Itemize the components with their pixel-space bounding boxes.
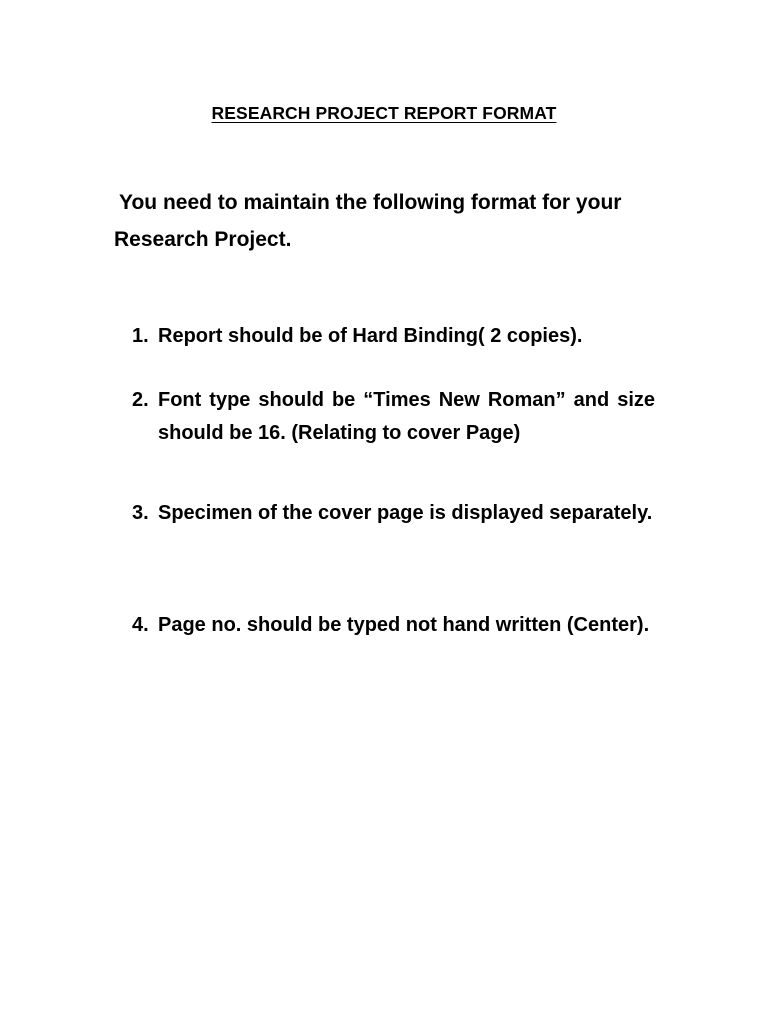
list-item-text: Specimen of the cover page is displayed separately. (158, 502, 653, 524)
list-item-text: Report should be of Hard Binding( 2 copies). (158, 325, 583, 347)
list-item-text: Font type should be “Times New Roman” and size should be 16. (Relating to cover Page) (158, 389, 655, 444)
list-item (132, 609, 655, 642)
list-item-text: Page no. should be typed not hand written (Center). (158, 614, 650, 636)
list-item-number: 4. (132, 614, 149, 636)
list-item-number: 1. (132, 325, 149, 347)
list-item (132, 320, 655, 353)
list-item-number: 3. (132, 502, 149, 524)
intro-line-1: You need to maintain the following format for your (119, 191, 622, 214)
intro-paragraph (114, 184, 674, 258)
list-item-number: 2. (132, 389, 149, 411)
list-item (132, 384, 655, 450)
list-item (132, 497, 655, 530)
document-title: RESEARCH PROJECT REPORT FORMAT (211, 103, 557, 123)
intro-line-2: Research Project. (114, 228, 292, 251)
